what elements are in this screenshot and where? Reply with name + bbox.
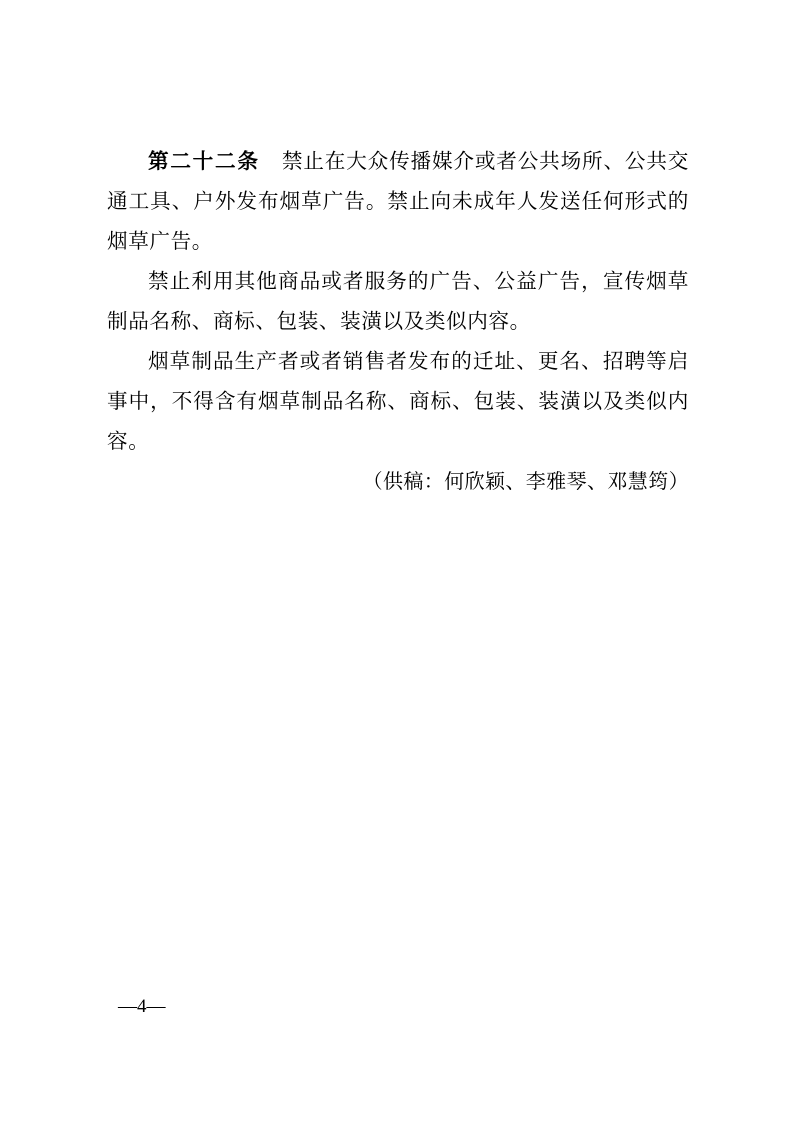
document-body <box>107 141 689 501</box>
contributor-credit: （供稿：何欣颖、李雅琴、邓慧筠） <box>362 469 689 493</box>
article-heading: 第二十二条 <box>148 149 260 173</box>
paragraph: 禁止利用其他商品或者服务的广告、公益广告，宣传烟草制品名称、商标、包装、装潢以及类似内容。 <box>107 269 689 333</box>
article-paragraph <box>107 141 689 261</box>
paragraph-text: 禁止在大众传播媒介或者公共场所、公共交通工具、户外发布烟草广告。禁止向未成年人发送任何形式的烟草广告。 <box>107 149 689 253</box>
paragraph: 烟草制品生产者或者销售者发布的迁址、更名、招聘等启事中，不得含有烟草制品名称、商标、包装、装潢以及类似内容。 <box>107 349 689 453</box>
page-number: —4— <box>118 996 166 1017</box>
